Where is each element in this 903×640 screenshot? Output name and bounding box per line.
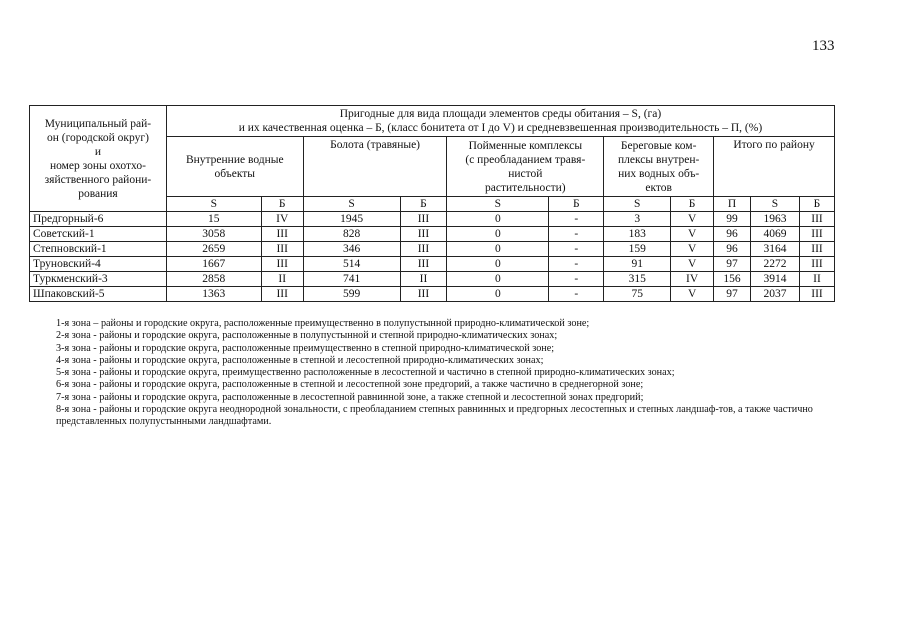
table-cell: 91 xyxy=(604,257,671,272)
table-cell: 2659 xyxy=(166,242,261,257)
header-group-water: Внутренние водные объекты xyxy=(166,137,303,197)
table-cell: IV xyxy=(261,212,303,227)
table-cell: 0 xyxy=(447,272,549,287)
table-cell: III xyxy=(799,287,834,302)
table-cell: III xyxy=(799,212,834,227)
table-cell: V xyxy=(671,227,714,242)
table-cell: 315 xyxy=(604,272,671,287)
habitat-table xyxy=(29,105,835,302)
zone-notes xyxy=(56,318,846,429)
table-cell: V xyxy=(671,212,714,227)
page-number: 133 xyxy=(812,38,835,54)
table-cell: 2858 xyxy=(166,272,261,287)
header-group-swamps: Болота (травяные) xyxy=(303,137,447,197)
table-cell: - xyxy=(549,227,604,242)
table-row xyxy=(30,242,835,257)
header-group-shore: Береговые ком- плексы внутрен- них водных объ- ектов xyxy=(604,137,714,197)
zone-note: 2-я зона - районы и городские округа, расположенные в полупустынной и степной природно-климатических зонах; xyxy=(56,330,558,342)
table-cell: III xyxy=(799,257,834,272)
table-cell: III xyxy=(400,212,447,227)
table-cell: II xyxy=(261,272,303,287)
header-group-total: Итого по району xyxy=(714,137,835,197)
table-cell: 99 xyxy=(714,212,751,227)
sub-header: Б xyxy=(549,197,604,212)
table-cell: 1363 xyxy=(166,287,261,302)
district-name: Степновский-1 xyxy=(30,242,167,257)
table-cell: 159 xyxy=(604,242,671,257)
table-cell: 0 xyxy=(447,257,549,272)
table-cell: 15 xyxy=(166,212,261,227)
table-cell: 828 xyxy=(303,227,400,242)
table-cell: 1667 xyxy=(166,257,261,272)
table-cell: 346 xyxy=(303,242,400,257)
table-cell: - xyxy=(549,242,604,257)
table-cell: V xyxy=(671,287,714,302)
table-cell: 3 xyxy=(604,212,671,227)
table-cell: II xyxy=(799,272,834,287)
table-cell: - xyxy=(549,257,604,272)
table-row xyxy=(30,227,835,242)
table-cell: III xyxy=(261,257,303,272)
table-row xyxy=(30,212,835,227)
table-cell: 156 xyxy=(714,272,751,287)
zone-note: 1-я зона – районы и городские округа, расположенные преимущественно в полупустынной природно-климатической зоне; xyxy=(56,318,590,329)
table-cell: 741 xyxy=(303,272,400,287)
table-cell: - xyxy=(549,272,604,287)
table-cell: 1963 xyxy=(751,212,800,227)
table-cell: 97 xyxy=(714,287,751,302)
table-cell: II xyxy=(400,272,447,287)
table-cell: III xyxy=(261,242,303,257)
sub-header: S xyxy=(166,197,261,212)
table-cell: III xyxy=(400,257,447,272)
table-cell: - xyxy=(549,287,604,302)
table-cell: III xyxy=(400,227,447,242)
table-cell: 3164 xyxy=(751,242,800,257)
district-name: Туркменский-3 xyxy=(30,272,167,287)
table-cell: 0 xyxy=(447,212,549,227)
zone-note: 5-я зона - районы и городские округа, преимущественно расположенные в лесостепной и частично в степной природно-климатических зонах; xyxy=(56,367,675,379)
table-cell: - xyxy=(549,212,604,227)
header-group-floodplain: Пойменные комплексы (с преобладанием травя- нистой растительности) xyxy=(447,137,604,197)
sub-header: Б xyxy=(799,197,834,212)
sub-header: Б xyxy=(671,197,714,212)
sub-header: П xyxy=(714,197,751,212)
zone-note: 7-я зона - районы и городские округа, расположенные в лесостепной равнинной зоне, а также степной и лесостепной зонах предгорий; xyxy=(56,391,644,403)
table-cell: 96 xyxy=(714,242,751,257)
table-cell: 1945 xyxy=(303,212,400,227)
header-main-title: Пригодные для вида площади элементов среды обитания – S, (га) и их качественная оценка – Б, (класс бонитета от I до V) и средневзвешенная производительность – П, (%) xyxy=(166,106,834,137)
zone-note: 4-я зона - районы и городские округа, расположенные в степной и лесостепной природно-климатических зонах; xyxy=(56,354,544,366)
table-cell: 0 xyxy=(447,242,549,257)
zone-note: 3-я зона - районы и городские округа, расположенные преимущественно в степной природно-климатической зоне; xyxy=(56,342,555,354)
table-row xyxy=(30,272,835,287)
table-cell: 3058 xyxy=(166,227,261,242)
sub-header: S xyxy=(604,197,671,212)
table-cell: IV xyxy=(671,272,714,287)
table-cell: 4069 xyxy=(751,227,800,242)
table-cell: 3914 xyxy=(751,272,800,287)
sub-header: S xyxy=(447,197,549,212)
sub-header: S xyxy=(751,197,800,212)
table-cell: III xyxy=(799,242,834,257)
sub-header: Б xyxy=(261,197,303,212)
table-cell: III xyxy=(799,227,834,242)
table-cell: 97 xyxy=(714,257,751,272)
zone-note: 6-я зона - районы и городские округа, расположенные в степной и лесостепной зоне предгорий, а также частично в среднегорной зоне; xyxy=(56,379,644,391)
table-cell: III xyxy=(400,287,447,302)
table-cell: III xyxy=(400,242,447,257)
sub-header: Б xyxy=(400,197,447,212)
table-row xyxy=(30,287,835,302)
table-cell: 183 xyxy=(604,227,671,242)
table-cell: 2272 xyxy=(751,257,800,272)
district-name: Советский-1 xyxy=(30,227,167,242)
table-cell: III xyxy=(261,227,303,242)
table-cell: 2037 xyxy=(751,287,800,302)
table-cell: 96 xyxy=(714,227,751,242)
table-cell: V xyxy=(671,257,714,272)
sub-header: S xyxy=(303,197,400,212)
table-cell: 0 xyxy=(447,287,549,302)
table-cell: 514 xyxy=(303,257,400,272)
table-row xyxy=(30,257,835,272)
district-name: Предгорный-6 xyxy=(30,212,167,227)
district-name: Шпаковский-5 xyxy=(30,287,167,302)
table-cell: 75 xyxy=(604,287,671,302)
table-cell: 599 xyxy=(303,287,400,302)
table-cell: V xyxy=(671,242,714,257)
zone-note: 8-я зона - районы и городские округа неоднородной зональности, с преобладанием степных равнинных и предгорных лесостепных и степных ландшаф-тов, а также частично представленных полупустынными ландшафтами. xyxy=(56,404,813,428)
table-cell: III xyxy=(261,287,303,302)
header-district: Муниципальный рай- он (городской округ) и номер зоны охотхо- зяйственного райони- рования xyxy=(30,106,167,212)
district-name: Труновский-4 xyxy=(30,257,167,272)
table-cell: 0 xyxy=(447,227,549,242)
